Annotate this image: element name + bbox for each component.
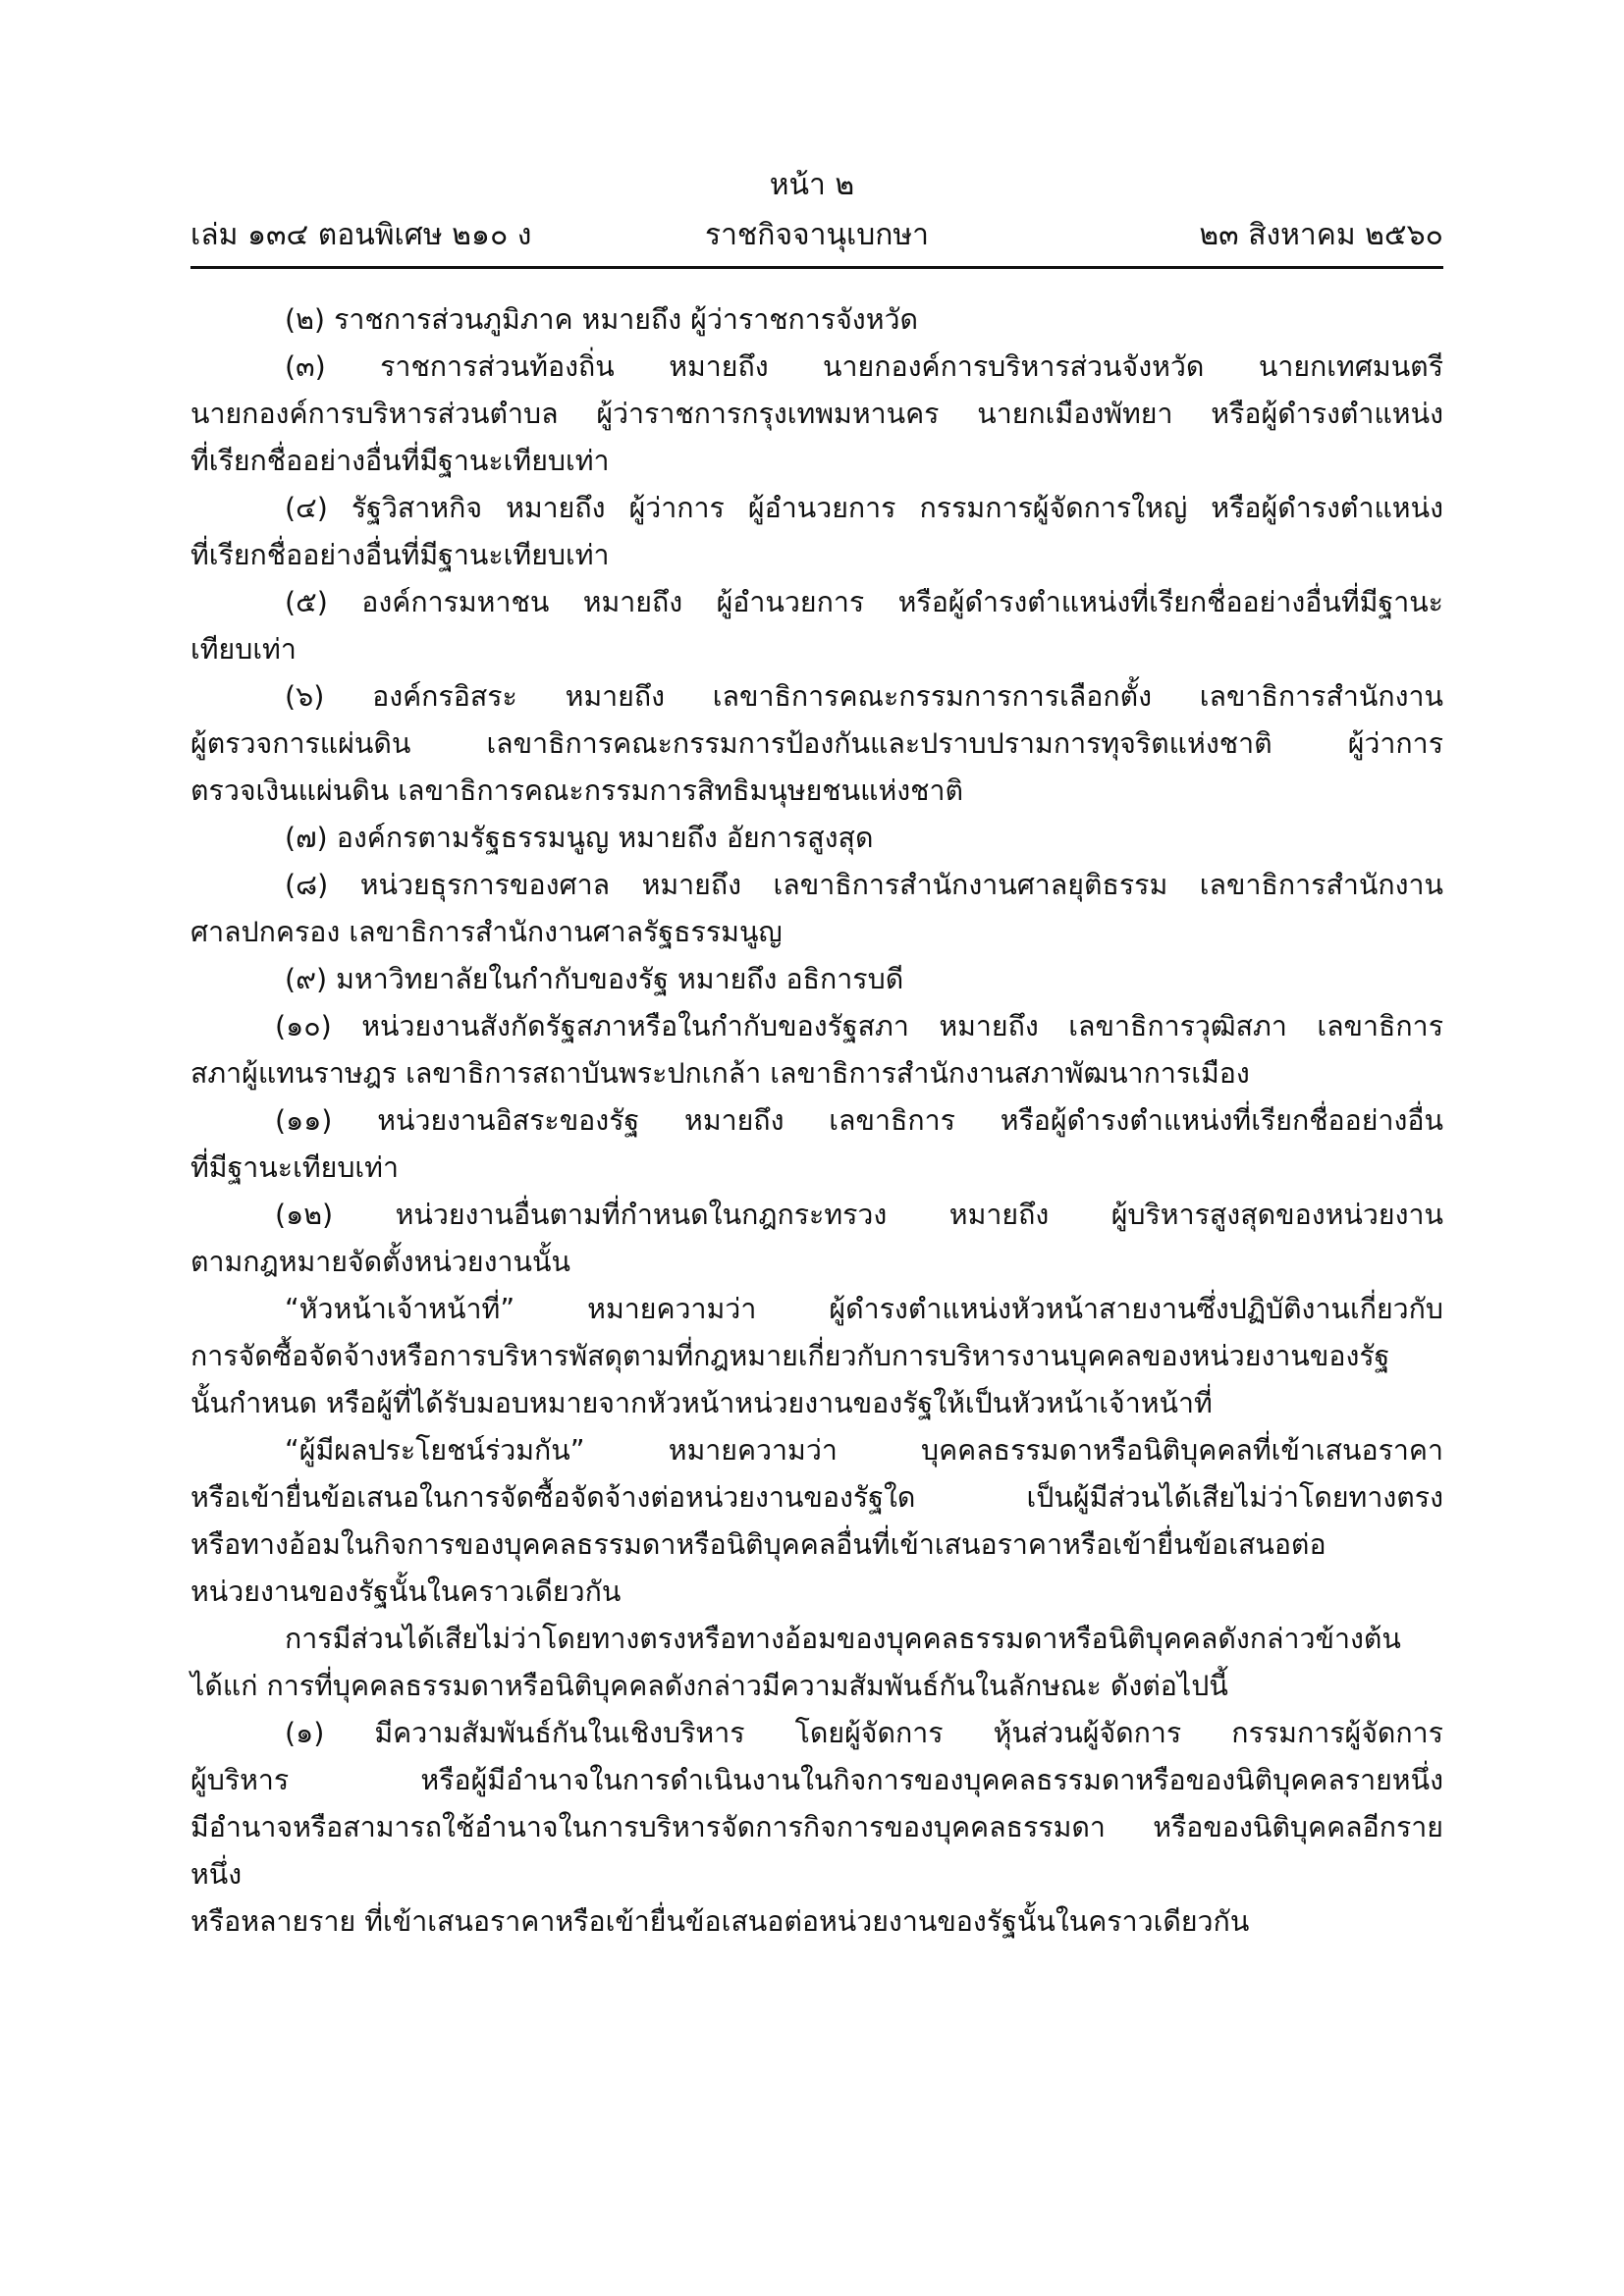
text-line: (๖) องค์กรอิสระ หมายถึง เลขาธิการคณะกรรมการการเลือกตั้ง เลขาธิการสำนักงาน [285,680,1443,713]
text-line: การมีส่วนได้เสียไม่ว่าโดยทางตรงหรือทางอ้อมของบุคคลธรรมดาหรือนิติบุคคลดังกล่าวข้างต้น [285,1623,1401,1655]
text-line: ที่เรียกชื่ออย่างอื่นที่มีฐานะเทียบเท่า [190,445,610,477]
text-line: “ผู้มีผลประโยชน์ร่วมกัน” หมายความว่า บุคคลธรรมดาหรือนิติบุคคลที่เข้าเสนอราคา [285,1434,1443,1467]
volume-issue: เล่ม ๑๓๔ ตอนพิเศษ ๒๑๐ ง [190,218,532,252]
text-line: ผู้ตรวจการแผ่นดิน เลขาธิการคณะกรรมการป้องกันและปราบปรามการทุจริตแห่งชาติ ผู้ว่าการ [190,727,1443,760]
text-line: นายกองค์การบริหารส่วนตำบล ผู้ว่าราชการกรุงเทพมหานคร นายกเมืองพัทยา หรือผู้ดำรงตำแหน่ง [190,398,1443,430]
document-body [190,296,1443,1946]
text-line: การจัดซื้อจัดจ้างหรือการบริหารพัสดุตามที่กฎหมายเกี่ยวกับการบริหารงานบุคคลของหน่วยงานของรัฐ [190,1340,1390,1372]
text-line: หรือทางอ้อมในกิจการของบุคคลธรรมดาหรือนิติบุคคลอื่นที่เข้าเสนอราคาหรือเข้ายื่นข้อเสนอต่อ [190,1528,1326,1561]
text-line: ศาลปกครอง เลขาธิการสำนักงานศาลรัฐธรรมนูญ [190,916,783,948]
text-line: ผู้บริหาร หรือผู้มีอำนาจในการดำเนินงานในกิจการของบุคคลธรรมดาหรือของนิติบุคคลรายหนึ่ง [190,1764,1443,1796]
text-line: ได้แก่ การที่บุคคลธรรมดาหรือนิติบุคคลดังกล่าวมีความสัมพันธ์กันในลักษณะ ดังต่อไปนี้ [190,1670,1228,1702]
text-line: (๑๑) หน่วยงานอิสระของรัฐ หมายถึง เลขาธิการ หรือผู้ดำรงตำแหน่งที่เรียกชื่ออย่างอื่น [275,1104,1443,1137]
text-line: (๓) ราชการส่วนท้องถิ่น หมายถึง นายกองค์การบริหารส่วนจังหวัด นายกเทศมนตรี [285,350,1443,383]
text-line: (๒) ราชการส่วนภูมิภาค หมายถึง ผู้ว่าราชการจังหวัด [285,303,919,336]
text-line: “หัวหน้าเจ้าหน้าที่” หมายความว่า ผู้ดำรงตำแหน่งหัวหน้าสายงานซึ่งปฏิบัติงานเกี่ยวกับ [285,1293,1443,1325]
header-divider [190,266,1443,269]
publication-date: ๒๓ สิงหาคม ๒๕๖๐ [1199,218,1443,252]
text-line: นั้นกำหนด หรือผู้ที่ได้รับมอบหมายจากหัวหน้าหน่วยงานของรัฐให้เป็นหัวหน้าเจ้าหน้าที่ [190,1387,1213,1419]
text-line: ตามกฎหมายจัดตั้งหน่วยงานนั้น [190,1246,570,1278]
text-line: มีอำนาจหรือสามารถใช้อำนาจในการบริหารจัดการกิจการของบุคคลธรรมดา หรือของนิติบุคคลอีกรายหนึ่ง [190,1811,1443,1891]
text-line: หรือหลายราย ที่เข้าเสนอราคาหรือเข้ายื่นข้อเสนอต่อหน่วยงานของรัฐนั้นในคราวเดียวกัน [190,1905,1250,1938]
text-line: หรือเข้ายื่นข้อเสนอในการจัดซื้อจัดจ้างต่อหน่วยงานของรัฐใด เป็นผู้มีส่วนได้เสียไม่ว่าโดยทางตรง [190,1481,1443,1514]
text-line: เทียบเท่า [190,633,297,666]
gazette-header [190,216,1443,255]
text-line: (๑๒) หน่วยงานอื่นตามที่กำหนดในกฎกระทรวง หมายถึง ผู้บริหารสูงสุดของหน่วยงาน [275,1199,1443,1231]
text-line: (๔) รัฐวิสาหกิจ หมายถึง ผู้ว่าการ ผู้อำนวยการ กรรมการผู้จัดการใหญ่ หรือผู้ดำรงตำแหน่ง [285,492,1443,524]
text-line: ที่มีฐานะเทียบเท่า [190,1151,399,1184]
text-line: ที่เรียกชื่ออย่างอื่นที่มีฐานะเทียบเท่า [190,539,610,571]
text-line: (๕) องค์การมหาชน หมายถึง ผู้อำนวยการ หรือผู้ดำรงตำแหน่งที่เรียกชื่ออย่างอื่นที่มีฐานะ [285,586,1443,618]
text-line: (๑) มีความสัมพันธ์กันในเชิงบริหาร โดยผู้จัดการ หุ้นส่วนผู้จัดการ กรรมการผู้จัดการ [285,1717,1443,1749]
text-line: ตรวจเงินแผ่นดิน เลขาธิการคณะกรรมการสิทธิมนุษยชนแห่งชาติ [190,774,964,807]
text-line: (๗) องค์กรตามรัฐธรรมนูญ หมายถึง อัยการสูงสุด [285,822,874,854]
page-number: หน้า ๒ [769,168,855,202]
text-line: หน่วยงานของรัฐนั้นในคราวเดียวกัน [190,1575,622,1608]
text-line: สภาผู้แทนราษฎร เลขาธิการสถาบันพระปกเกล้า เลขาธิการสำนักงานสภาพัฒนาการเมือง [190,1057,1250,1090]
publication-title: ราชกิจจานุเบกษา [704,218,930,252]
text-line: (๘) หน่วยธุรการของศาล หมายถึง เลขาธิการสำนักงานศาลยุติธรรม เลขาธิการสำนักงาน [285,869,1443,901]
text-line: (๑๐) หน่วยงานสังกัดรัฐสภาหรือในกำกับของรัฐสภา หมายถึง เลขาธิการวุฒิสภา เลขาธิการ [275,1010,1443,1042]
text-line: (๙) มหาวิทยาลัยในกำกับของรัฐ หมายถึง อธิการบดี [285,963,904,995]
